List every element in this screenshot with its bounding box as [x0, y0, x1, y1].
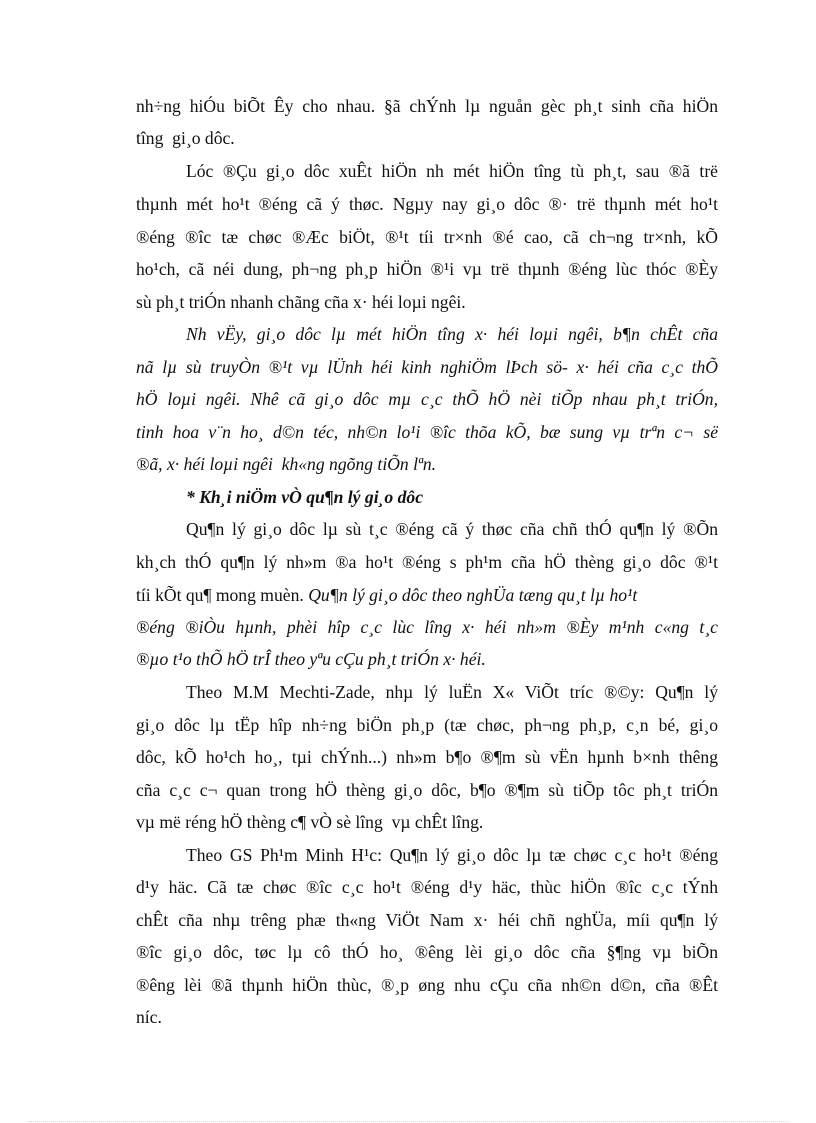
text-line: d¹y häc. Cã tæ chøc ®îc c¸c ho¹t ®éng d¹y häc, thùc hiÖn ®îc c¸c tÝnh — [136, 877, 718, 897]
text-line: thµnh mét ho¹t ®éng cã ý thøc. Ngµy nay gi¸o dôc ®· trë thµnh mét ho¹t — [136, 194, 718, 214]
text-line: sù ph¸t triÓn nhanh chãng cña x· héi loµi ngêi. — [136, 292, 466, 312]
text-line-mixed — [136, 584, 718, 606]
italic-text-line: ®µo t¹o thÕ hÖ trÎ theo yªu cÇu ph¸t triÓn x· héi. — [136, 649, 486, 669]
text-segment: tíi kÕt qu¶ mong muèn. — [136, 585, 304, 605]
section-heading: * Kh¸i niÖm vÒ qu¶n lý gi¸o dôc — [186, 487, 424, 507]
italic-text-line: ®ã, x· héi loµi ngêi kh«ng ngõng tiÕn lªn. — [136, 454, 437, 474]
text-line: ho¹ch, cã néi dung, ph¬ng ph¸p hiÖn ®¹i vµ trë thµnh ®éng lùc thóc ®Èy — [136, 259, 718, 279]
italic-text-line: ®éng ®iÒu hµnh, phèi hîp c¸c lùc lîng x· héi nh»m ®Èy m¹nh c«ng t¸c — [136, 617, 718, 637]
text-line: cña c¸c c¬ quan trong hÖ thèng gi¸o dôc, b¶o ®¶m sù tiÕp tôc ph¸t triÓn — [136, 780, 718, 800]
text-line: níc. — [136, 1007, 162, 1027]
text-line: Qu¶n lý gi¸o dôc lµ sù t¸c ®éng cã ý thøc cña chñ thÓ qu¶n lý ®Õn — [186, 519, 718, 539]
text-line: gi¸o dôc lµ tËp hîp nh÷ng biÖn ph¸p (tæ chøc, ph¬ng ph¸p, c¸n bé, gi¸o — [136, 715, 718, 735]
italic-text-segment: Qu¶n lý gi¸o dôc theo nghÜa tæng qu¸t lµ ho¹t — [308, 585, 638, 605]
italic-text-line: Nh vËy, gi¸o dôc lµ mét hiÖn tîng x· héi loµi ngêi, b¶n chÊt cña — [186, 324, 718, 344]
italic-text-line: tinh hoa v¨n ho¸ d©n téc, nh©n lo¹i ®îc thõa kÕ, bæ sung vµ trªn c¬ së — [136, 422, 718, 442]
text-line: ®éng ®îc tæ chøc ®Æc biÖt, ®¹t tíi tr×nh ®é cao, cã ch¬ng tr×nh, kÕ — [136, 227, 718, 247]
text-line: kh¸ch thÓ qu¶n lý nh»m ®a ho¹t ®éng s ph¹m cña hÖ thèng gi¸o dôc ®¹t — [136, 552, 718, 572]
text-line: Theo GS Ph¹m Minh H¹c: Qu¶n lý gi¸o dôc lµ tæ chøc c¸c ho¹t ®éng — [186, 845, 718, 865]
text-line: vµ më réng hÖ thèng c¶ vÒ sè lîng vµ chÊt lîng. — [136, 812, 484, 832]
text-line: ®îc gi¸o dôc, tøc lµ cô thÓ ho¸ ®êng lèi gi¸o dôc cña §¶ng vµ biÕn — [136, 942, 718, 962]
text-line: dôc, kÕ ho¹ch ho¸, tµi chÝnh...) nh»m b¶o ®¶m sù vËn hµnh b×nh thêng — [136, 747, 718, 767]
italic-text-line: hÖ loµi ngêi. Nhê cã gi¸o dôc mµ c¸c thÕ hÖ nèi tiÕp nhau ph¸t triÓn, — [136, 389, 718, 409]
text-line: ®êng lèi ®ã thµnh hiÖn thùc, ®¸p øng nhu cÇu cña nh©n d©n, cña ®Êt — [136, 975, 718, 995]
text-line: Lóc ®Çu gi¸o dôc xuÊt hiÖn nh mét hiÖn tîng tù ph¸t, sau ®ã trë — [186, 161, 718, 181]
page-bottom-divider — [28, 1121, 788, 1122]
text-line: nh÷ng hiÓu biÕt Êy cho nhau. §ã chÝnh lµ nguån gèc ph¸t sinh cña hiÖn — [136, 96, 718, 116]
italic-text-line: nã lµ sù truyÒn ®¹t vµ lÜnh héi kinh nghiÖm lÞch sö- x· héi cña c¸c thÕ — [136, 357, 718, 377]
text-line: Theo M.M Mechti-Zade, nhµ lý luËn X« ViÕt tríc ®©y: Qu¶n lý — [186, 682, 718, 702]
text-line: chÊt cña nhµ trêng phæ th«ng ViÖt Nam x· héi chñ nghÜa, míi qu¶n lý — [136, 910, 718, 930]
text-line: tîng gi¸o dôc. — [136, 128, 235, 148]
